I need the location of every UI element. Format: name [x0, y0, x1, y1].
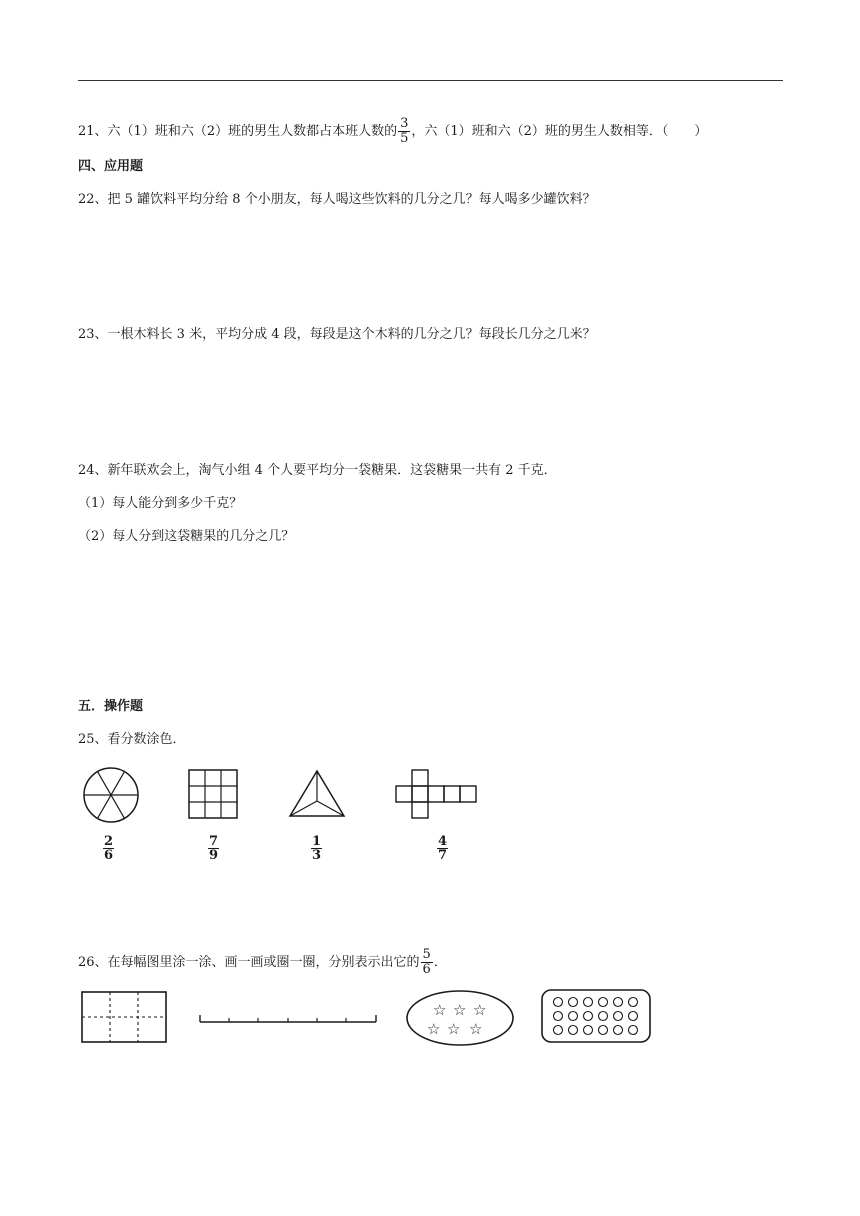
question-24-part-1: （1）每人能分到多少千克？ — [78, 496, 243, 511]
section-4-heading: 四、应用题 — [78, 159, 144, 174]
fraction-label-4: 4 7 — [438, 834, 448, 863]
svg-text:☆: ☆ — [427, 1020, 441, 1038]
question-21 — [78, 117, 707, 146]
fraction-label-1: 2 6 — [104, 834, 114, 863]
question-26-fraction: $\frac{5}{6}$ — [422, 947, 431, 977]
fraction-label-2: 7 9 — [209, 834, 219, 863]
header-rule — [78, 80, 783, 81]
question-26-text-before: 26、在每幅图里涂一涂、画一画或圈一圈，分别表示出它的 — [78, 955, 420, 970]
section-5-heading: 五．操作题 — [78, 699, 144, 714]
question-24-part-2: （2）每人分到这袋糖果的几分之几？ — [78, 529, 295, 544]
question-21-text-before: 21、六（1）班和六（2）班的男生人数都占本班人数的 — [78, 124, 398, 139]
ellipse-six-stars-icon — [404, 988, 516, 1048]
question-21-text-after: ，六（1）班和六（2）班的男生人数相等．（ ） — [411, 124, 708, 139]
triangle-three-parts-icon — [286, 768, 348, 820]
fraction-label-3: 1 3 — [312, 834, 322, 863]
question-21-fraction: $\frac{3}{5}$ — [400, 116, 409, 146]
svg-text:☆: ☆ — [473, 1001, 487, 1019]
question-22: 22、把 5 罐饮料平均分给 8 个小朋友，每人喝这些饮料的几分之几？每人喝多少罐饮料？ — [78, 192, 596, 207]
svg-text:☆: ☆ — [453, 1001, 467, 1019]
segmented-line-icon — [198, 1008, 380, 1028]
question-26-text-after: ． — [433, 955, 447, 970]
box-twelve-pentagons-icon — [540, 988, 654, 1046]
svg-text:☆: ☆ — [469, 1020, 483, 1038]
question-26 — [78, 948, 447, 977]
svg-text:☆: ☆ — [447, 1020, 461, 1038]
svg-text:☆: ☆ — [433, 1001, 447, 1019]
circle-six-sectors-icon — [80, 765, 142, 825]
question-24-stem: 24、新年联欢会上，淘气小组 4 个人要平均分一袋糖果．这袋糖果一共有 2 千克． — [78, 463, 557, 478]
question-23: 23、一根木料长 3 米，平均分成 4 段，每段是这个木料的几分之几？每段长几分之几米？ — [78, 327, 596, 342]
cross-squares-icon — [394, 768, 484, 820]
grid-3x3-icon — [187, 768, 239, 820]
question-25: 25、看分数涂色． — [78, 732, 186, 747]
dashed-rectangle-icon — [80, 990, 170, 1046]
